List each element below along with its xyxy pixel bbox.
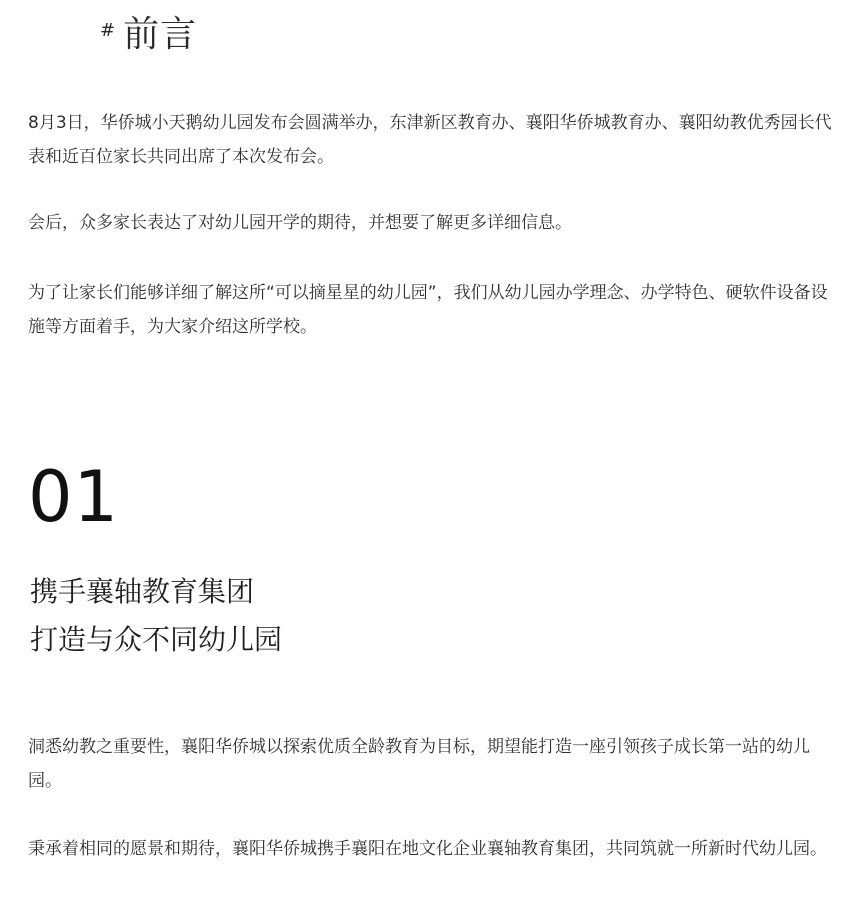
paragraph-partnership: 秉承着相同的愿景和期待，襄阳华侨城携手襄阳在地文化企业襄轴教育集团，共同筑就一所新时代幼儿园。 [28,839,827,859]
section-heading-line-2: 打造与众不同幼儿园 [30,623,283,656]
section-number: 01 [28,456,120,538]
paragraph-parent-expectation: 会后，众多家长表达了对幼儿园开学的期待，并想要了解更多详细信息。 [28,213,572,233]
paragraph-launch-event: 8月3日，华侨城小天鹅幼儿园发布会圆满举办，东津新区教育办、襄阳华侨城教育办、襄阳幼教优秀园长代表和近百位家长共同出席了本次发布会。 [28,113,832,167]
preface-heading [100,14,197,55]
hash-mark: # [100,20,116,41]
paragraph-education-goal: 洞悉幼教之重要性，襄阳华侨城以探索优质全龄教育为目标，期望能打造一座引领孩子成长第一站的幼儿园。 [28,737,810,791]
section-heading-line-1: 携手襄轴教育集团 [30,575,255,608]
paragraph-introduction: 为了让家长们能够详细了解这所“可以摘星星的幼儿园”，我们从幼儿园办学理念、办学特色、硬软件设备设施等方面着手，为大家介绍这所学校。 [28,283,828,337]
section-heading [30,568,282,664]
preface-title: 前言 [123,14,198,55]
